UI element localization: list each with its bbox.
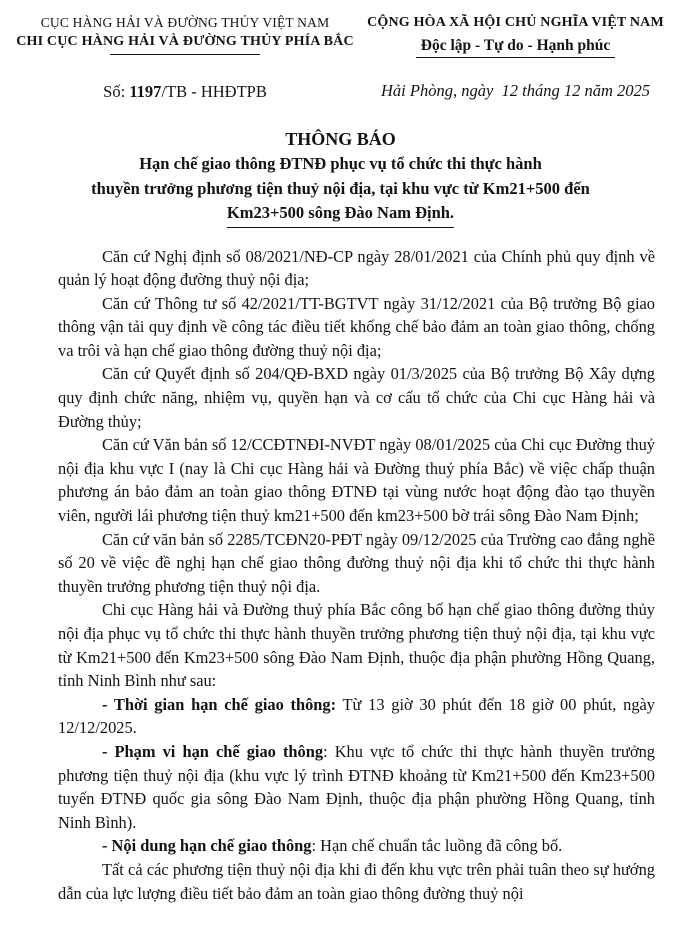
title-block (10, 127, 671, 228)
paragraph-legal-basis-1: Căn cứ Nghị định số 08/2021/NĐ-CP ngày 28/01/2021 của Chính phủ quy định về quản lý hoạt động đường thuỷ nội địa; (58, 246, 655, 290)
org-name-underline (110, 54, 260, 55)
paragraph-legal-basis-4: Căn cứ Văn bản số 12/CCĐTNĐI-NVĐT ngày 08/01/2025 của Chi cục Đường thuỷ nội địa khu vực I (nay là Chi cục Hàng hải và Đường thuỷ phía Bắc) về việc chấp thuận phương án bảo đảm an toàn giao thông ĐTNĐ tại vùng nước hoạt động đào tạo thuyền viên, người lái phương tiện thuỷ km21+500 đến km23+500 bờ trái sông Đào Nam Định; (58, 435, 655, 526)
document-type-title: THÔNG BÁO (285, 129, 396, 149)
place-and-date: Hải Phòng, ngày 12 tháng 12 năm 2025 (380, 81, 651, 100)
national-motto-line (360, 35, 671, 58)
paragraph-announcement: Chi cục Hàng hải và Đường thuỷ phía Bắc công bố hạn chế giao thông đường thủy nội địa phục vụ tổ chức thi thực hành thuyền trưởng phương tiện thuỷ nội địa, tại khu vực từ Km21+500 đến Km23+500 sông Đào Nam Định, thuộc địa phận phường Hồng Quang, tỉnh Ninh Bình như sau: (58, 600, 655, 691)
national-header-block (360, 13, 671, 102)
doc-number-label: Số: (103, 82, 130, 101)
paragraph-restriction-content: - Nội dung hạn chế giao thông: Hạn chế chuẩn tắc luồng đã công bố. (102, 836, 563, 856)
issuing-org-name: CHI CỤC HÀNG HẢI VÀ ĐƯỜNG THỦY PHÍA BẮC (16, 34, 354, 49)
doc-number-suffix: /TB - HHĐTPB (161, 82, 267, 101)
subject-line-3-wrap (10, 201, 671, 228)
paragraph-compliance-note: Tất cả các phương tiện thuỷ nội địa khi đi đến khu vực trên phải tuân theo sự hướng dẫn của lực lượng điều tiết bảo đảm an toàn giao thông đường thuỷ nội (58, 859, 655, 903)
document-header (10, 13, 671, 102)
paragraph-legal-basis-2: Căn cứ Thông tư số 42/2021/TT-BGTVT ngày 31/12/2021 của Bộ trưởng Bộ giao thông vận tải quy định về công tác điều tiết khống chế bảo đảm an toàn giao thông, chống va trôi và hạn chế giao thông đường thuỷ nội địa; (58, 293, 655, 360)
subject-line-1: Hạn chế giao thông ĐTNĐ phục vụ tổ chức thi thực hành (139, 154, 542, 173)
paragraph-legal-basis-5: Căn cứ văn bản số 2285/TCĐN20-PĐT ngày 09/12/2025 của Trường cao đẳng nghề số 20 về việc đề nghị hạn chế giao thông đường thuỷ nội địa khi tổ chức thi thực hành thuyền trưởng phương tiện thuỷ nội địa. (58, 529, 655, 596)
subject-line-2: thuyền trưởng phương tiện thuỷ nội địa, tại khu vực từ Km21+500 đến (91, 178, 590, 198)
paragraph-legal-basis-3: Căn cứ Quyết định số 204/QĐ-BXD ngày 01/3/2025 của Bộ trưởng Bộ Xây dựng quy định chức năng, nhiệm vụ, quyền hạn và cơ cấu tổ chức của Chi cục Hàng hải và Đường thủy; (58, 364, 655, 431)
subject-line-3: Km23+500 sông Đào Nam Định. (227, 201, 454, 228)
paragraph-restriction-scope: - Phạm vi hạn chế giao thông: Khu vực tổ chức thi thực hành thuyền trưởng phương tiện thuỷ nội địa (khu vực lý trình ĐTNĐ khoảng từ Km21+500 đến Km23+500 tuyến ĐTNĐ quốc gia sông Đào Nam Định, thuộc địa phận phường Hồng Quang, tỉnh Ninh Bình). (58, 741, 655, 832)
national-title: CỘNG HÒA XÃ HỘI CHỦ NGHĨA VIỆT NAM (367, 15, 664, 30)
parent-org-name: CỤC HÀNG HẢI VÀ ĐƯỜNG THỦY VIỆT NAM (40, 15, 330, 30)
document-body (58, 245, 655, 906)
issuing-org-block (10, 13, 360, 102)
national-motto: Độc lập - Tự do - Hạnh phúc (416, 35, 615, 58)
paragraph-restriction-time: - Thời gian hạn chế giao thông: Từ 13 giờ 30 phút đến 18 giờ 00 phút, ngày 12/12/2025. (58, 694, 655, 738)
doc-number-value: 1197 (129, 82, 162, 101)
document-number (10, 82, 360, 102)
